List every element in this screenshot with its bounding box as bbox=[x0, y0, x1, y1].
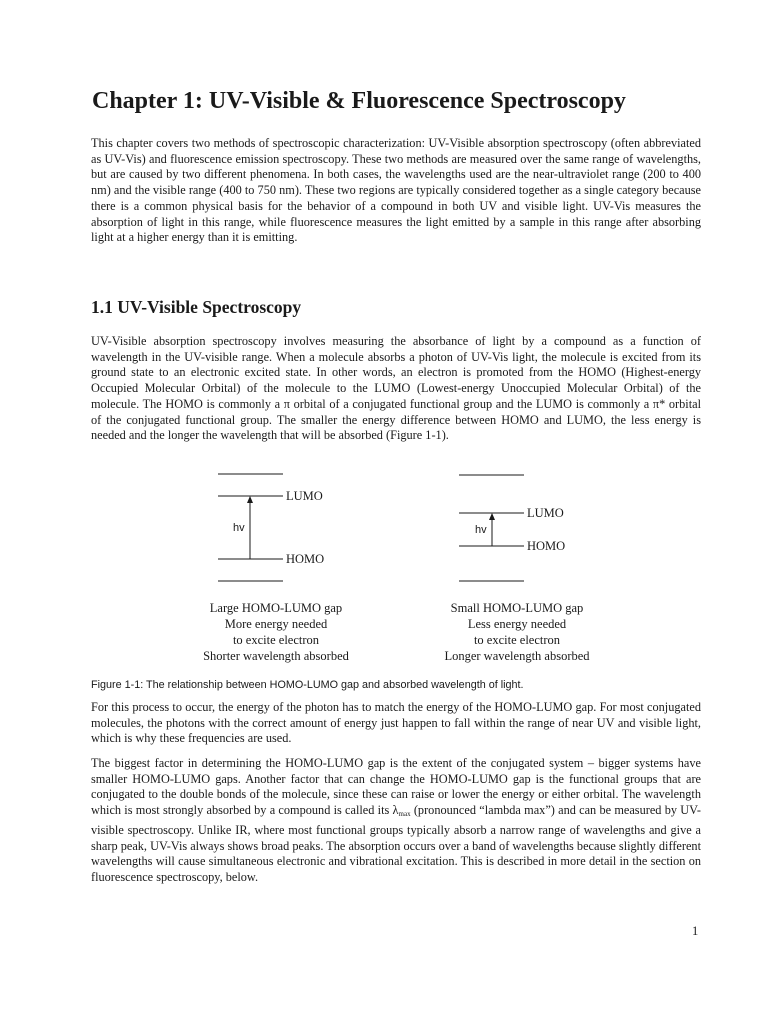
caption-line: Longer wavelength absorbed bbox=[444, 649, 590, 663]
process-paragraph: For this process to occur, the energy of the photon has to match the energy of the HOMO-LUMO gap. For most conjugated molecules, the photons with the correct amount of energy just happen to fall within the range of near UV and visible light, which is why these frequencies are used. bbox=[91, 700, 701, 746]
caption-line: Large HOMO-LUMO gap bbox=[209, 601, 343, 615]
intro-paragraph: This chapter covers two methods of spectroscopic characterization: UV-Visible absorption spectroscopy (often abbreviated as UV-Vis) and fluorescence emission spectroscopy. These two methods are measured over the same range of wavelengths, but are caused by two different phenomena. In both cases, the wavelengths used are the near-ultraviolet range (200 to 400 nm) and the visible range (400 to 750 nm). These two regions are typically considered together as a single category because there is a common physical basis for the behavior of a compound in both UV and visible light. UV-Vis measures the absorption of light in this range, while fluorescence measures the light emitted by a sample in this range after absorbing light at a higher energy than it is emitting. bbox=[91, 136, 701, 245]
caption-line: More energy needed bbox=[224, 617, 328, 631]
caption-line: Shorter wavelength absorbed bbox=[203, 649, 349, 663]
large-gap-diagram bbox=[203, 474, 350, 663]
page-number: 1 bbox=[692, 924, 699, 938]
lumo-label: LUMO bbox=[286, 489, 323, 503]
homo-label: HOMO bbox=[527, 539, 566, 553]
arrow-head bbox=[247, 496, 253, 503]
arrow-head bbox=[489, 513, 495, 520]
lambda-max-subscript: max bbox=[398, 810, 411, 819]
caption-line: Less energy needed bbox=[467, 617, 567, 631]
figure-caption: Figure 1-1: The relationship between HOMO-LUMO gap and absorbed wavelength of light. bbox=[91, 679, 524, 691]
hv-label: hv bbox=[233, 522, 245, 534]
factor-paragraph bbox=[91, 756, 701, 886]
small-gap-diagram bbox=[444, 475, 590, 663]
chapter-title: Chapter 1: UV-Visible & Fluorescence Spectroscopy bbox=[92, 88, 626, 114]
section-title: 1.1 UV-Visible Spectroscopy bbox=[91, 297, 302, 317]
factor-text-before: The biggest factor in determining the HOMO-LUMO gap is the extent of the conjugated system – bigger systems have smaller HOMO-LUMO gaps. Another factor that can change the HOMO-LUMO gap is the functional groups that are conjugated to the double bonds of the molecule, since these can raise or lower the energy or either orbital. The wavelength which is most strongly absorbed by a compound is called its λ bbox=[91, 756, 701, 818]
factor-text-after: (pronounced “lambda max”) and can be measured by UV-visible spectroscopy. Unlike IR, where most functional groups typically absorb a narrow range of wavelengths and give a sharp peak, UV-Vis always shows broad peaks. The absorption occurs over a band of wavelengths because slightly different wavelengths will cause simultaneous electronic and vibrational excitation. This is described in more detail in the section on fluorescence spectroscopy, below. bbox=[91, 803, 701, 884]
caption-line: Small HOMO-LUMO gap bbox=[450, 601, 584, 615]
caption-line: to excite electron bbox=[232, 633, 320, 647]
caption-line: to excite electron bbox=[473, 633, 561, 647]
uv-vis-paragraph: UV-Visible absorption spectroscopy involves measuring the absorbance of light by a compound as a function of wavelength in the UV-visible range. When a molecule absorbs a photon of UV-Vis light, the molecule is excited from its ground state to an electronic excited state. In other words, an electron is promoted from the HOMO (Highest-energy Occupied Molecular Orbital) of the molecule to the LUMO (Lowest-energy Unoccupied Molecular Orbital) of the molecule. The HOMO is commonly a π orbital of a conjugated functional group and the LUMO is commonly a π* orbital of the conjugated functional group. The smaller the energy difference between HOMO and LUMO, the less energy is needed and the longer the wavelength that will be absorbed (Figure 1-1). bbox=[91, 334, 701, 443]
homo-label: HOMO bbox=[286, 552, 325, 566]
hv-label: hv bbox=[475, 524, 487, 536]
lumo-label: LUMO bbox=[527, 506, 564, 520]
